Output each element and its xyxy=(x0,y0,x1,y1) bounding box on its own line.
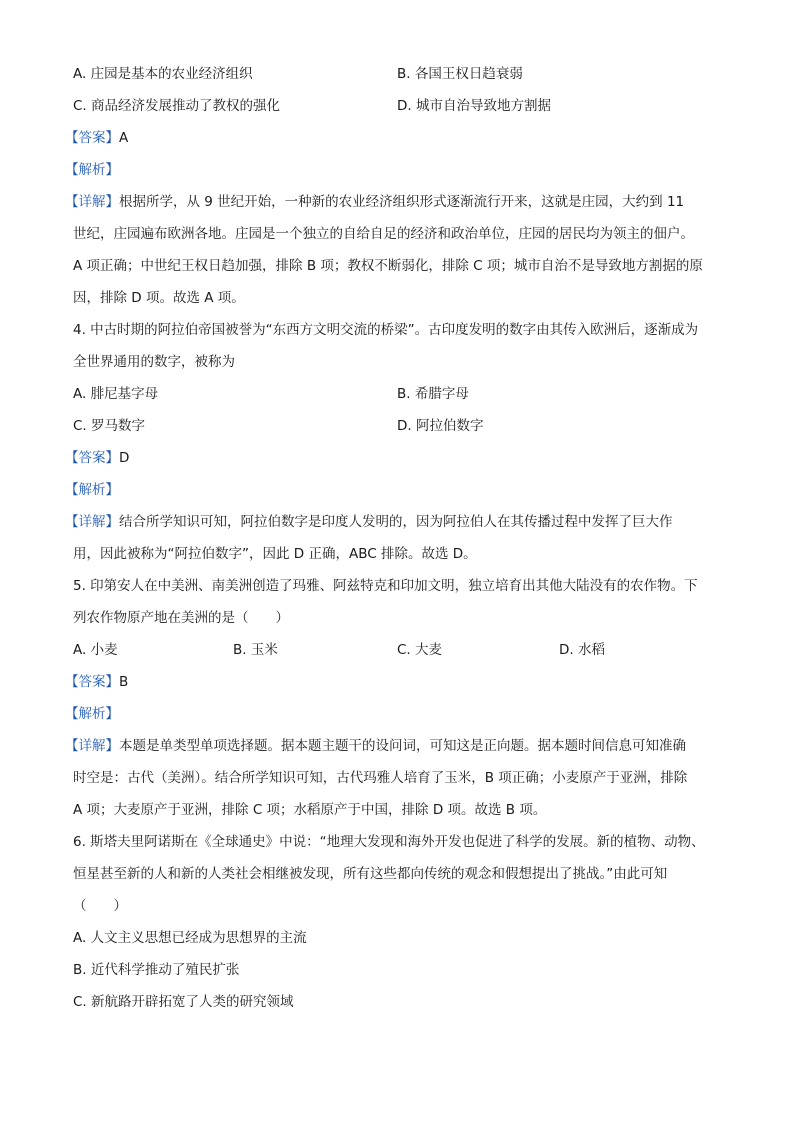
q3-option-a: A. 庄园是基本的农业经济组织 xyxy=(73,66,253,82)
answer-tag: 【答案】 xyxy=(65,674,119,690)
q3-option-b: B. 各国王权日趋衰弱 xyxy=(397,66,523,82)
q4-option-d: D. 阿拉伯数字 xyxy=(397,418,484,434)
q5-option-a: A. 小麦 xyxy=(73,642,118,658)
q5-detail-line-3: A 项；大麦原产于亚洲，排除 C 项；水稻原产于中国，排除 D 项。故选 B 项。 xyxy=(73,802,547,818)
q5-answer xyxy=(65,670,128,694)
q4-option-a: A. 腓尼基字母 xyxy=(73,386,159,402)
q6-stem-line-1: 6. 斯塔夫里阿诺斯在《全球通史》中说：“地理大发现和海外开发也促进了科学的发展。新的植物、动物、 xyxy=(73,834,705,850)
q5-stem-line-2: 列农作物原产地在美洲的是（ ） xyxy=(73,610,289,626)
detail-text: 结合所学知识可知，阿拉伯数字是印度人发明的，因为阿拉伯人在其传播过程中发挥了巨大作 xyxy=(119,514,673,530)
q3-analysis-tag: 【解析】 xyxy=(65,162,119,178)
q5-option-b: B. 玉米 xyxy=(233,642,278,658)
q6-stem-line-2: 恒星甚至新的人和新的人类社会相继被发现，所有这些都向传统的观念和假想提出了挑战。”由此可知 xyxy=(73,866,668,882)
answer-value: A xyxy=(119,130,129,146)
q5-detail-line-2: 时空是：古代（美洲）。结合所学知识可知，古代玛雅人培育了玉米，B 项正确；小麦原产于亚洲，排除 xyxy=(73,770,688,786)
q5-option-d: D. 水稻 xyxy=(559,642,605,658)
q5-analysis-tag: 【解析】 xyxy=(65,706,119,722)
detail-tag: 【详解】 xyxy=(65,738,119,754)
q4-option-c: C. 罗马数字 xyxy=(73,418,146,434)
q4-option-b: B. 希腊字母 xyxy=(397,386,469,402)
q5-detail-line-1 xyxy=(65,734,686,758)
q6-option-a: A. 人文主义思想已经成为思想界的主流 xyxy=(73,930,307,946)
q3-detail-line-4: 因，排除 D 项。故选 A 项。 xyxy=(73,290,245,306)
answer-tag: 【答案】 xyxy=(65,450,119,466)
q5-stem-line-1: 5. 印第安人在中美洲、南美洲创造了玛雅、阿兹特克和印加文明，独立培育出其他大陆没有的农作物。下 xyxy=(73,578,698,594)
detail-tag: 【详解】 xyxy=(65,514,119,530)
q3-detail-line-2: 世纪，庄园遍布欧洲各地。庄园是一个独立的自给自足的经济和政治单位，庄园的居民均为领主的佃户。 xyxy=(73,226,694,242)
q4-analysis-tag: 【解析】 xyxy=(65,482,119,498)
answer-tag: 【答案】 xyxy=(65,130,119,146)
q3-detail-line-3: A 项正确；中世纪王权日趋加强，排除 B 项；教权不断弱化，排除 C 项；城市自治不是导致地方割据的原 xyxy=(73,258,703,274)
q6-option-c: C. 新航路开辟拓宽了人类的研究领域 xyxy=(73,994,294,1010)
q6-option-b: B. 近代科学推动了殖民扩张 xyxy=(73,962,240,978)
q4-stem-line-1: 4. 中古时期的阿拉伯帝国被誉为“东西方文明交流的桥梁”。古印度发明的数字由其传入欧洲后，逐渐成为 xyxy=(73,322,699,338)
q3-detail-line-1 xyxy=(65,190,684,214)
answer-value: D xyxy=(119,450,130,466)
q6-stem-line-3: （ ） xyxy=(73,898,127,914)
q3-option-d: D. 城市自治导致地方割据 xyxy=(397,98,551,114)
q4-answer xyxy=(65,446,129,470)
detail-tag: 【详解】 xyxy=(65,194,119,210)
q4-stem-line-2: 全世界通用的数字，被称为 xyxy=(73,354,235,370)
q4-detail-line-1 xyxy=(65,510,673,534)
detail-text: 根据所学，从 9 世纪开始，一种新的农业经济组织形式逐渐流行开来，这就是庄园，大约到 11 xyxy=(119,194,685,210)
detail-text: 本题是单类型单项选择题。据本题主题干的设问词，可知这是正向题。据本题时间信息可知准确 xyxy=(119,738,686,754)
q5-option-c: C. 大麦 xyxy=(397,642,443,658)
answer-value: B xyxy=(119,674,129,690)
q3-option-c: C. 商品经济发展推动了教权的强化 xyxy=(73,98,281,114)
q4-detail-line-2: 用，因此被称为“阿拉伯数字”，因此 D 正确，ABC 排除。故选 D。 xyxy=(73,546,477,562)
q3-answer xyxy=(65,126,128,150)
